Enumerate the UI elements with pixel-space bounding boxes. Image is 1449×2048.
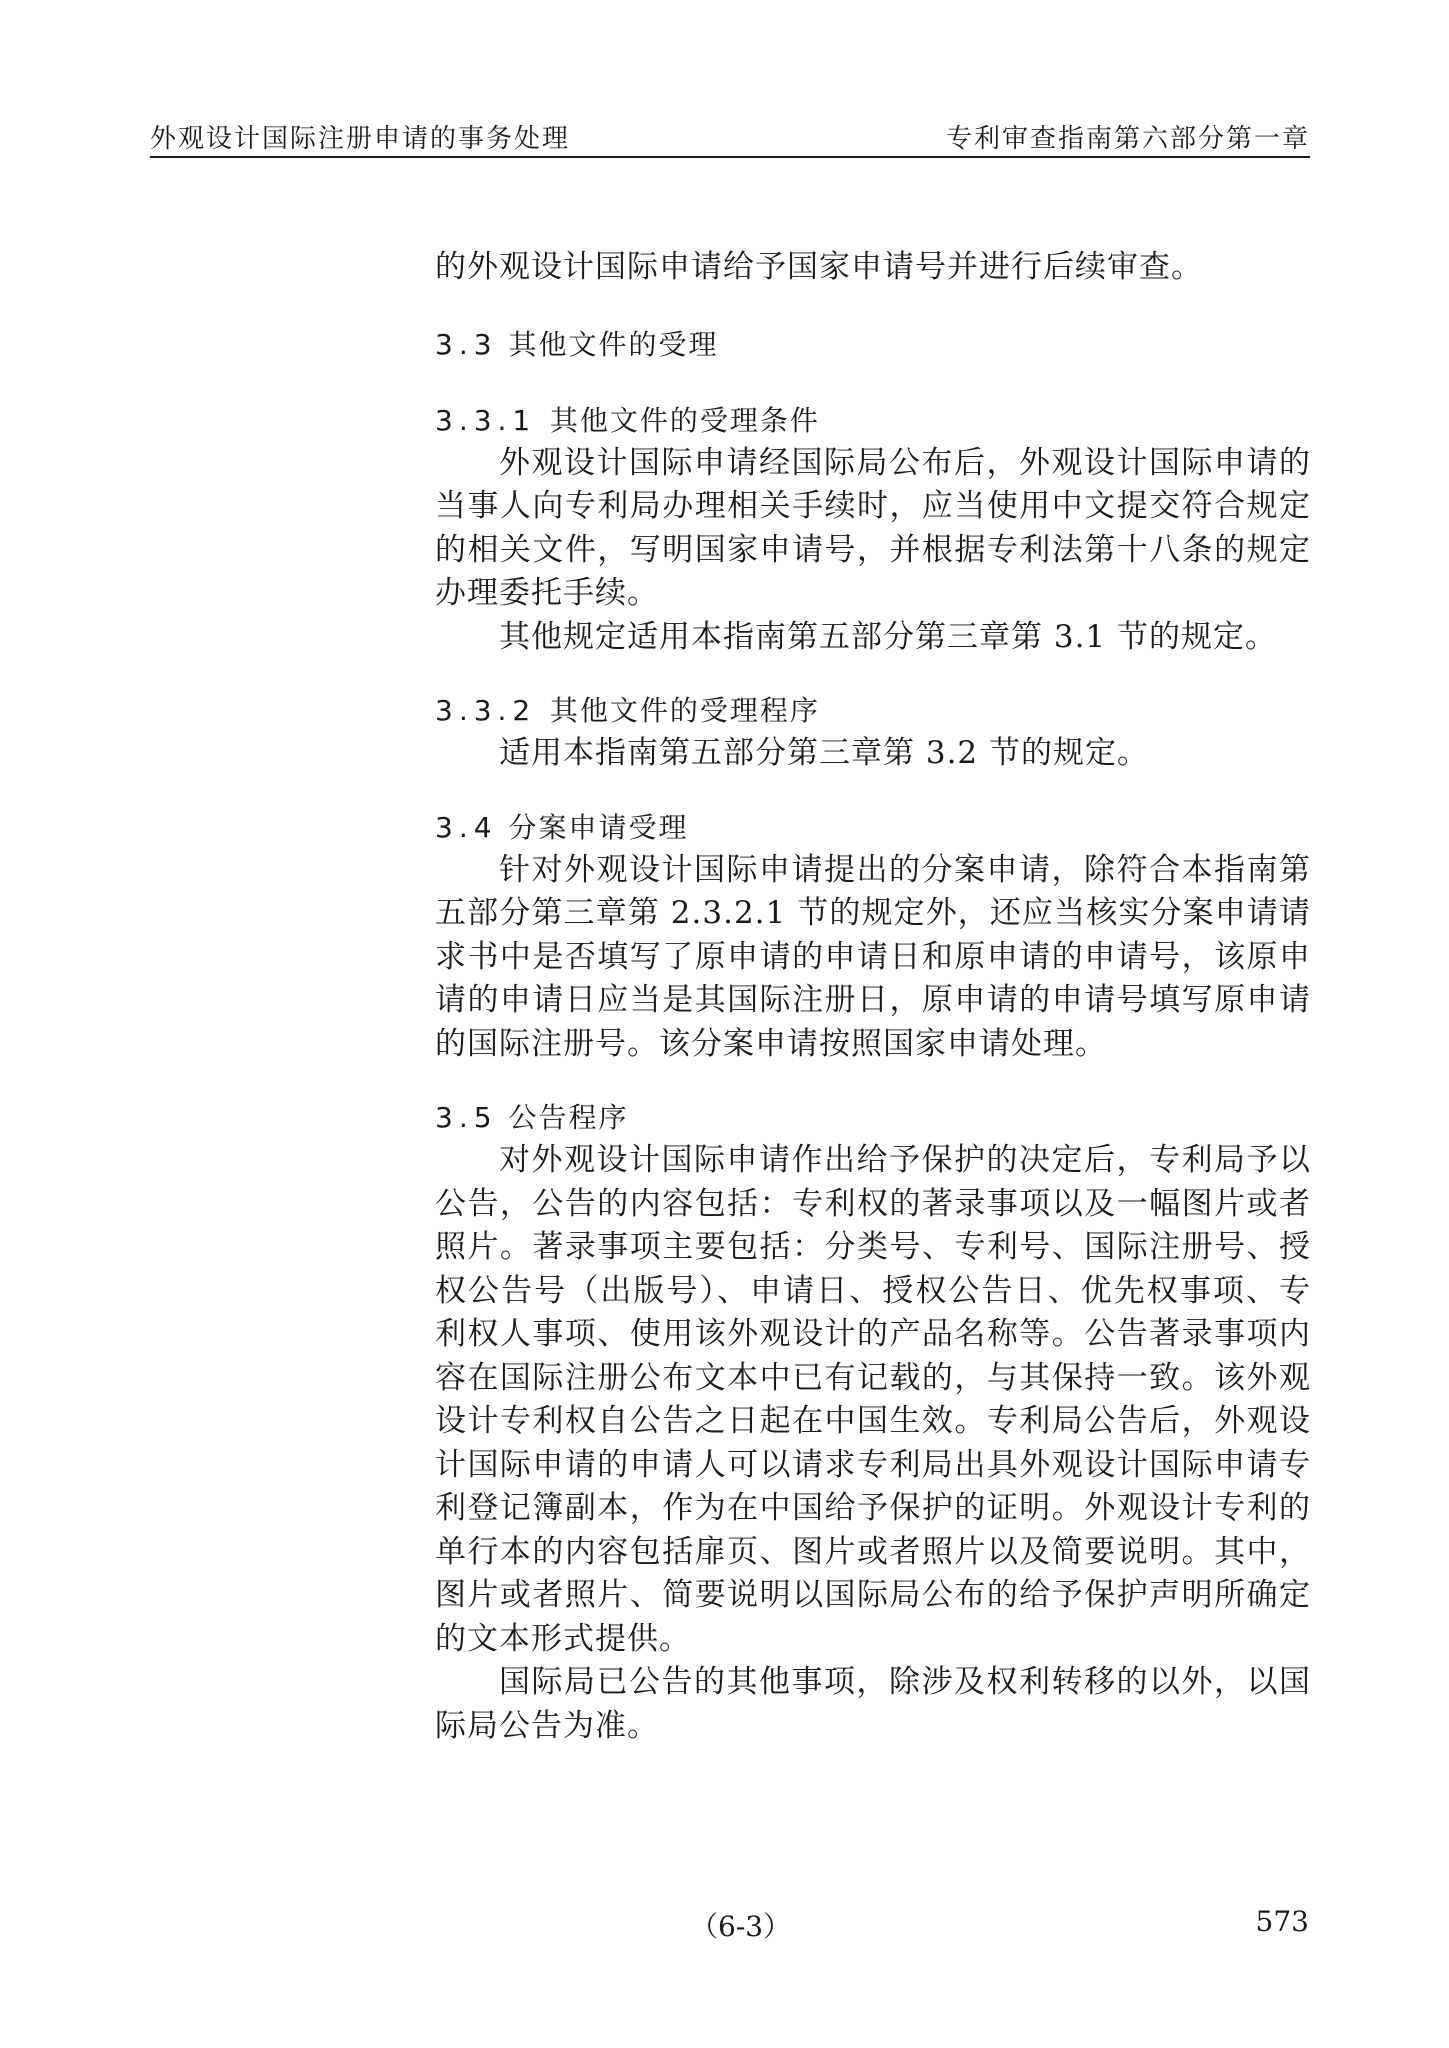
- header-book-section: 专利审查指南第六部分第一章: [945, 124, 1310, 154]
- section-number: 3.3.2: [435, 694, 537, 727]
- section-heading-3-3: [435, 323, 1311, 366]
- paragraph: 针对外观设计国际申请提出的分案申请，除符合本指南第五部分第三章第 2.3.2.1 节的规定外，还应当核实分案申请请求书中是否填写了原申请的申请日和原申请的申请号，该原申请的申请日应当是其国际注册日，原申请的申请号填写原申请的国际注册号。该分案申请按照国家申请处理。: [435, 851, 1311, 1062]
- section-title: 其他文件的受理条件: [549, 403, 820, 437]
- section-title: 分案申请受理: [508, 810, 689, 844]
- paragraph: 适用本指南第五部分第三章第 3.2 节的规定。: [499, 735, 1150, 771]
- paragraph-continuation: 的外观设计国际申请给予国家申请号并进行后续审查。: [435, 249, 1203, 285]
- chapter-page-label: （6-3）: [690, 1910, 792, 1943]
- section-number: 3.3: [435, 327, 498, 361]
- section-title: 其他文件的受理程序: [549, 694, 820, 727]
- header-rule: [150, 156, 1310, 158]
- section-heading-3-3-2: [435, 689, 1311, 732]
- section-heading-3-3-1: [435, 399, 1311, 442]
- header-chapter-title: 外观设计国际注册申请的事务处理: [150, 124, 571, 154]
- page-body: [435, 246, 1311, 1748]
- section-heading-3-4: [435, 806, 1311, 849]
- section-title: 其他文件的受理: [508, 327, 719, 361]
- page-number: 573: [1255, 1905, 1309, 1938]
- paragraph: 国际局已公告的其他事项，除涉及权利转移的以外，以国际局公告为准。: [435, 1664, 1311, 1744]
- paragraph: 其他规定适用本指南第五部分第三章第 3.1 节的规定。: [499, 618, 1278, 655]
- section-number: 3.3.1: [435, 403, 537, 437]
- running-header: [150, 118, 1310, 158]
- section-number: 3.4: [435, 810, 498, 844]
- section-heading-3-5: [435, 1096, 1311, 1139]
- section-number: 3.5: [435, 1101, 498, 1134]
- paragraph: 对外观设计国际申请作出给予保护的决定后，专利局予以公告，公告的内容包括：专利权的著录事项以及一幅图片或者照片。著录事项主要包括：分类号、专利号、国际注册号、授权公告号（出版号）、申请日、授权公告日、优先权事项、专利权人事项、使用该外观设计的产品名称等。公告著录事项内容在国际注册公布文本中已有记载的，与其保持一致。该外观设计专利权自公告之日起在中国生效。专利局公告后，外观设计国际申请的申请人可以请求专利局出具外观设计国际申请专利登记簿副本，作为在中国给予保护的证明。外观设计专利的单行本的内容包括扉页、图片或者照片以及简要说明。其中，图片或者照片、简要说明以国际局公布的给予保护声明所确定的文本形式提供。: [435, 1142, 1311, 1657]
- section-title: 公告程序: [508, 1101, 629, 1134]
- paragraph: 外观设计国际申请经国际局公布后，外观设计国际申请的当事人向专利局办理相关手续时，应当使用中文提交符合规定的相关文件，写明国家申请号，并根据专利法第十八条的规定办理委托手续。: [435, 444, 1311, 611]
